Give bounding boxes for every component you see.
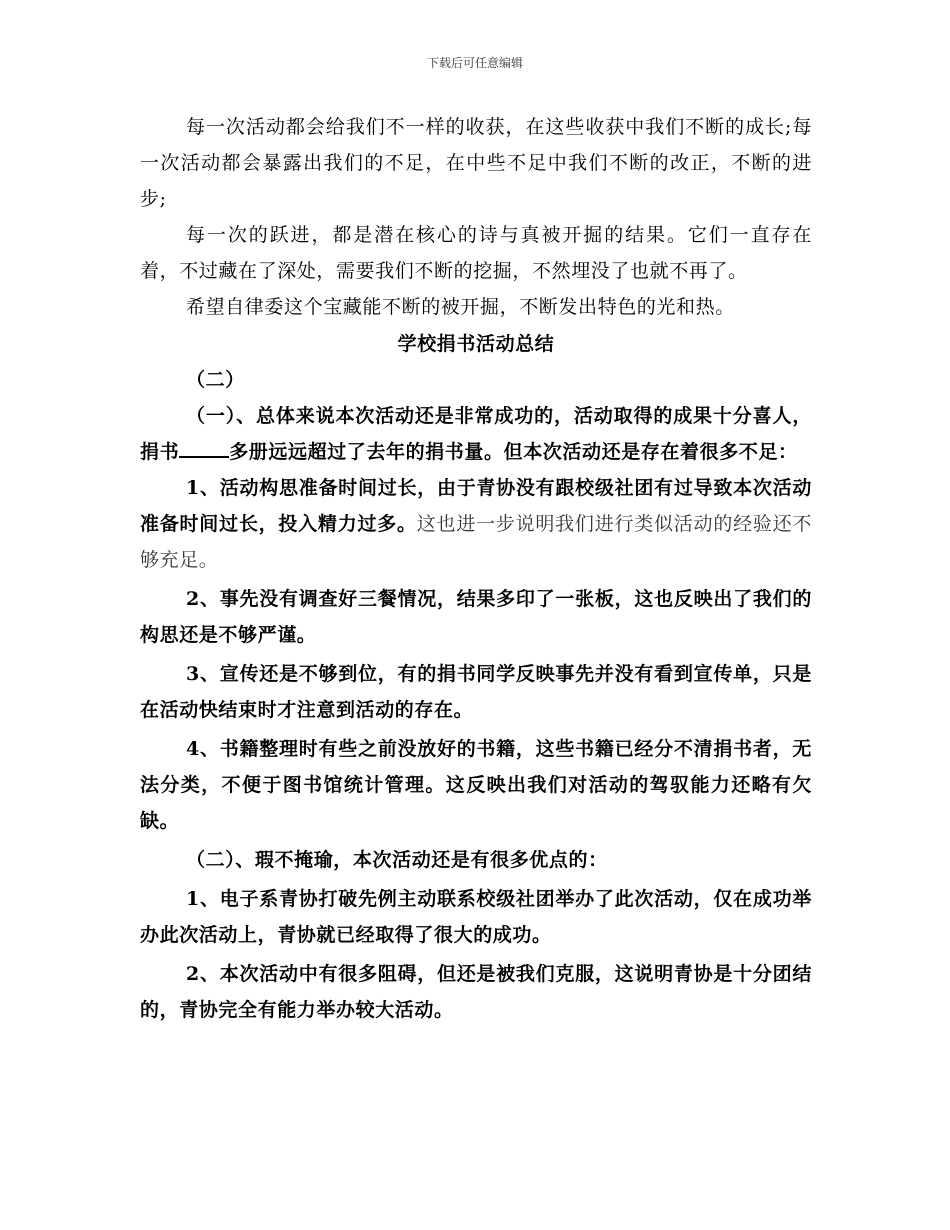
shortcoming-item-1-bold: 1、活动构思准备时间过长，由于青协没有跟校级社团有过导致本次活动准备时间过长，投入精力过多。: [140, 477, 812, 535]
shortcoming-item-1-normal: 这也进一步说明我们进行类似活动的经验还不够充足。: [140, 513, 812, 571]
shortcomings-intro-a: （一）、总体来说本次活动还是非常成功的，活动取得的成果十分喜人，捐书: [140, 405, 812, 463]
shortcoming-item-4: 4、书籍整理时有些之前没放好的书籍，这些书籍已经分不清捐书者，无法分类，不便于图书馆统计管理。这反映出我们对活动的驾驭能力还略有欠缺。: [140, 738, 812, 832]
section-title: 学校捐书活动总结: [397, 333, 555, 355]
shortcoming-item-2: 2、事先没有调查好三餐情况，结果多印了一张板，这也反映出了我们的构思还是不够严谨。: [140, 588, 812, 646]
strengths-intro: （二）、瑕不掩瑜，本次活动还是有很多优点的：: [186, 849, 608, 871]
strength-item-1: 1、电子系青协打破先例主动联系校级社团举办了此次活动，仅在成功举办此次活动上，青协就已经取得了很大的成功。: [140, 888, 812, 946]
document-body: [140, 109, 812, 1028]
shortcomings-intro-b: 多册远远超过了去年的捐书量。但本次活动还是存在着很多不足：: [229, 441, 798, 463]
intro-paragraph-2: 每一次的跃进，都是潜在核心的诗与真被开掘的结果。它们一直存在着，不过藏在了深处，需要我们不断的挖掘，不然埋没了也就不再了。: [140, 224, 812, 282]
shortcomings-intro: [140, 398, 812, 470]
intro-paragraph-3: 希望自律委这个宝藏能不断的被开掘，不断发出特色的光和热。: [186, 296, 735, 318]
shortcoming-item-3: 3、宣传还是不够到位，有的捐书同学反映事先并没有看到宣传单，只是在活动快结束时才注意到活动的存在。: [140, 663, 812, 721]
shortcoming-item-1: [140, 470, 812, 578]
strength-item-2: 2、本次活动中有很多阻碍，但还是被我们克服，这说明青协是十分团结的，青协完全有能力举办较大活动。: [140, 963, 812, 1021]
section-subheading: （二）: [186, 369, 245, 391]
page-header-note: 下载后可任意编辑: [426, 56, 523, 70]
intro-paragraph-1: 每一次活动都会给我们不一样的收获，在这些收获中我们不断的成长;每一次活动都会暴露出我们的不足，在中些不足中我们不断的改正，不断的进步;: [140, 116, 812, 210]
blank-underline: [179, 440, 229, 458]
